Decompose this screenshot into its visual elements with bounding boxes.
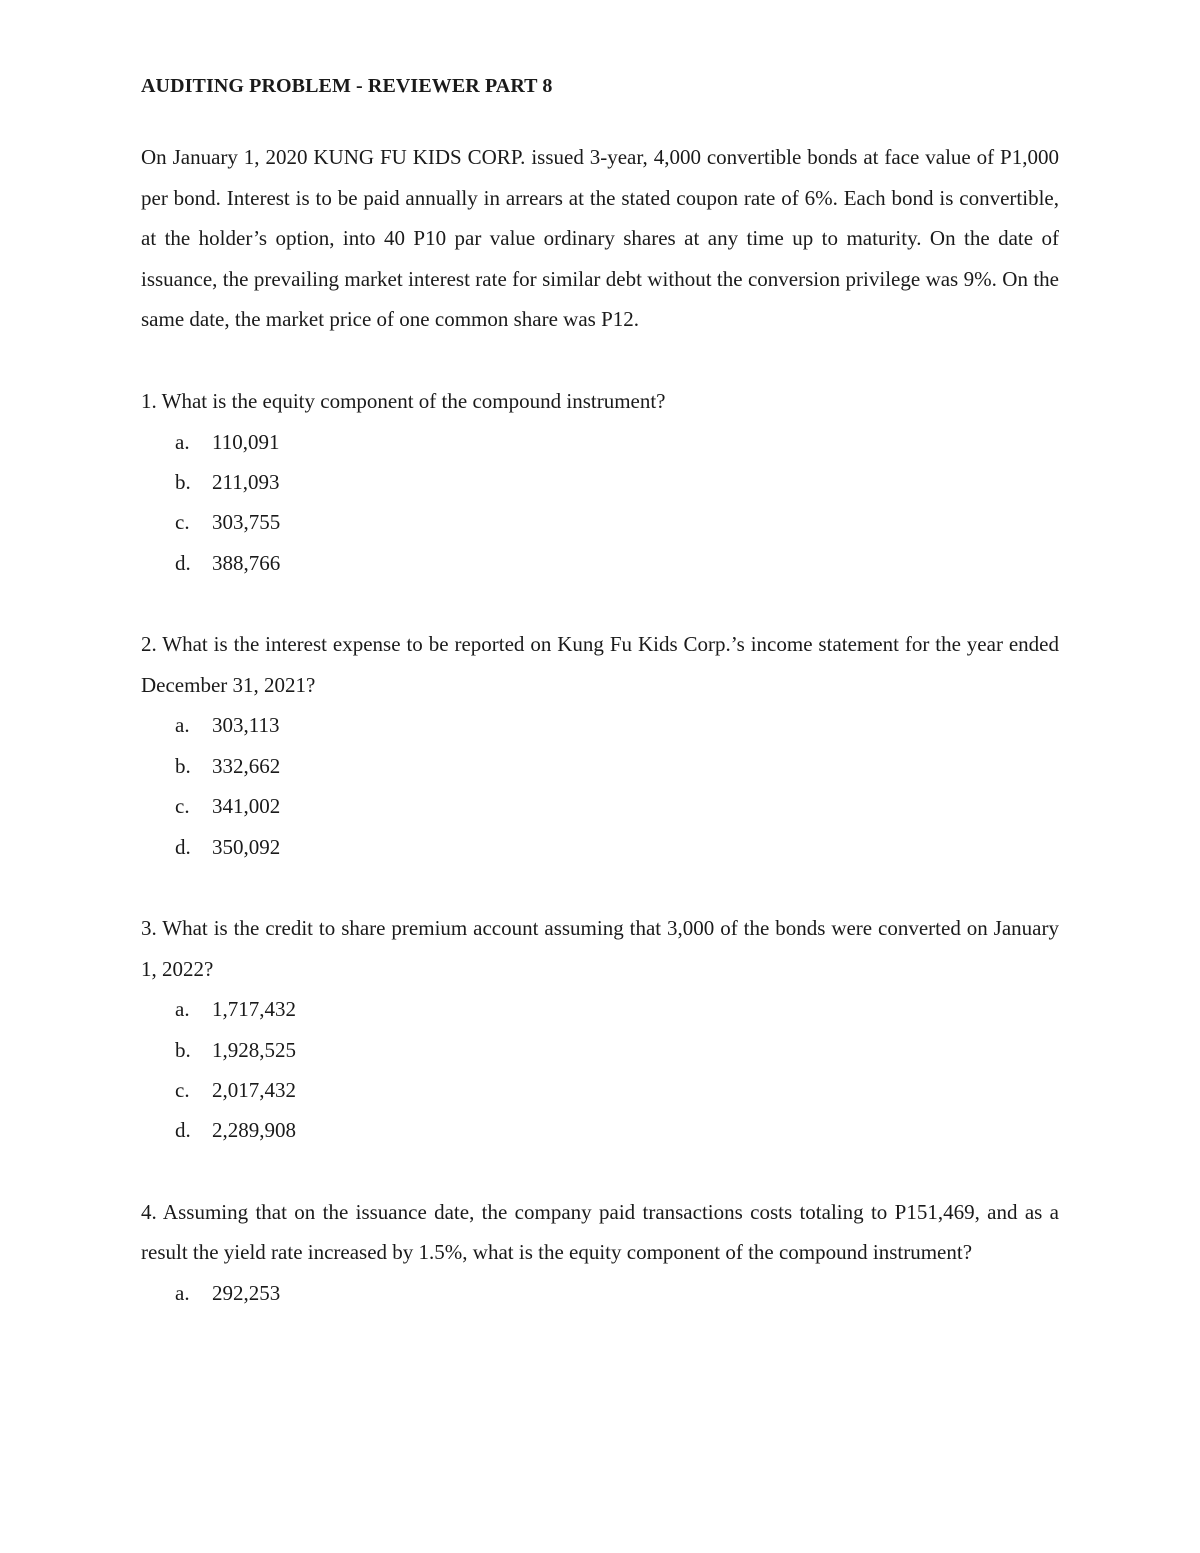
question-4 [141,1192,1059,1314]
choice-letter: c. [175,1078,190,1102]
choice-c [141,1070,1059,1110]
choice-d [141,1110,1059,1150]
choice-a [141,1273,1059,1313]
choice-value: 350,092 [212,834,281,859]
choice-a [141,422,1059,462]
question-text: 1. What is the equity component of the compound instrument? [141,388,666,413]
choice-b [141,1030,1059,1070]
choice-list [141,989,1059,1151]
choice-list [141,705,1059,867]
choice-value: 110,091 [212,429,280,454]
choice-letter: d. [175,1118,191,1143]
choice-letter: c. [175,510,190,535]
choice-c [141,502,1059,542]
choice-value: 1,717,432 [212,997,296,1022]
choice-d [141,543,1059,583]
choice-letter: a. [175,713,190,738]
choice-d [141,827,1059,867]
document-title: AUDITING PROBLEM - REVIEWER PART 8 [141,75,553,97]
document-page [141,66,1059,1313]
question-text: 4. Assuming that on the issuance date, the company paid transactions costs totaling to P151,469, and as a result the yield rate increased by 1.5%, what is the equity component of the compound instrument? [141,1199,1059,1265]
choice-value: 1,928,525 [212,1037,296,1062]
choice-list [141,1273,1059,1313]
choice-letter: b. [175,469,191,494]
problem-statement: On January 1, 2020 KUNG FU KIDS CORP. issued 3-year, 4,000 convertible bonds at face value of P1,000 per bond. Interest is to be paid annually in arrears at the stated coupon rate of 6%. Each bond is convertible, at the holder’s option, into 40 P10 par value ordinary shares at any time up to maturity. On the date of issuance, the prevailing market interest rate for similar debt without the conversion privilege was 9%. On the same date, the market price of one common share was P12. [141,145,1059,332]
choice-letter: a. [175,997,190,1022]
choice-letter: a. [175,1281,190,1305]
choice-letter: d. [175,834,191,859]
choice-letter: d. [175,550,191,575]
choice-value: 2,289,908 [212,1118,296,1143]
choice-value: 292,253 [212,1281,281,1305]
choice-value: 2,017,432 [212,1078,296,1102]
question-1 [141,381,1059,583]
choice-letter: a. [175,429,190,454]
choice-value: 388,766 [212,550,281,575]
question-2 [141,624,1059,867]
choice-b [141,746,1059,786]
choice-letter: b. [175,1037,191,1062]
choice-value: 341,002 [212,794,281,819]
choice-b [141,462,1059,502]
choice-letter: c. [175,794,190,819]
choice-list [141,422,1059,584]
question-text: 2. What is the interest expense to be reported on Kung Fu Kids Corp.’s income statement for the year ended December 31, 2021? [141,632,1059,697]
choice-value: 332,662 [212,753,281,778]
choice-value: 303,755 [212,510,281,535]
question-text: 3. What is the credit to share premium account assuming that 3,000 of the bonds were converted on January 1, 2022? [141,916,1059,981]
choice-value: 211,093 [212,469,280,494]
choice-a [141,705,1059,745]
question-3 [141,908,1059,1151]
choice-c [141,786,1059,826]
choice-letter: b. [175,753,191,778]
choice-value: 303,113 [212,713,280,738]
choice-a [141,989,1059,1029]
